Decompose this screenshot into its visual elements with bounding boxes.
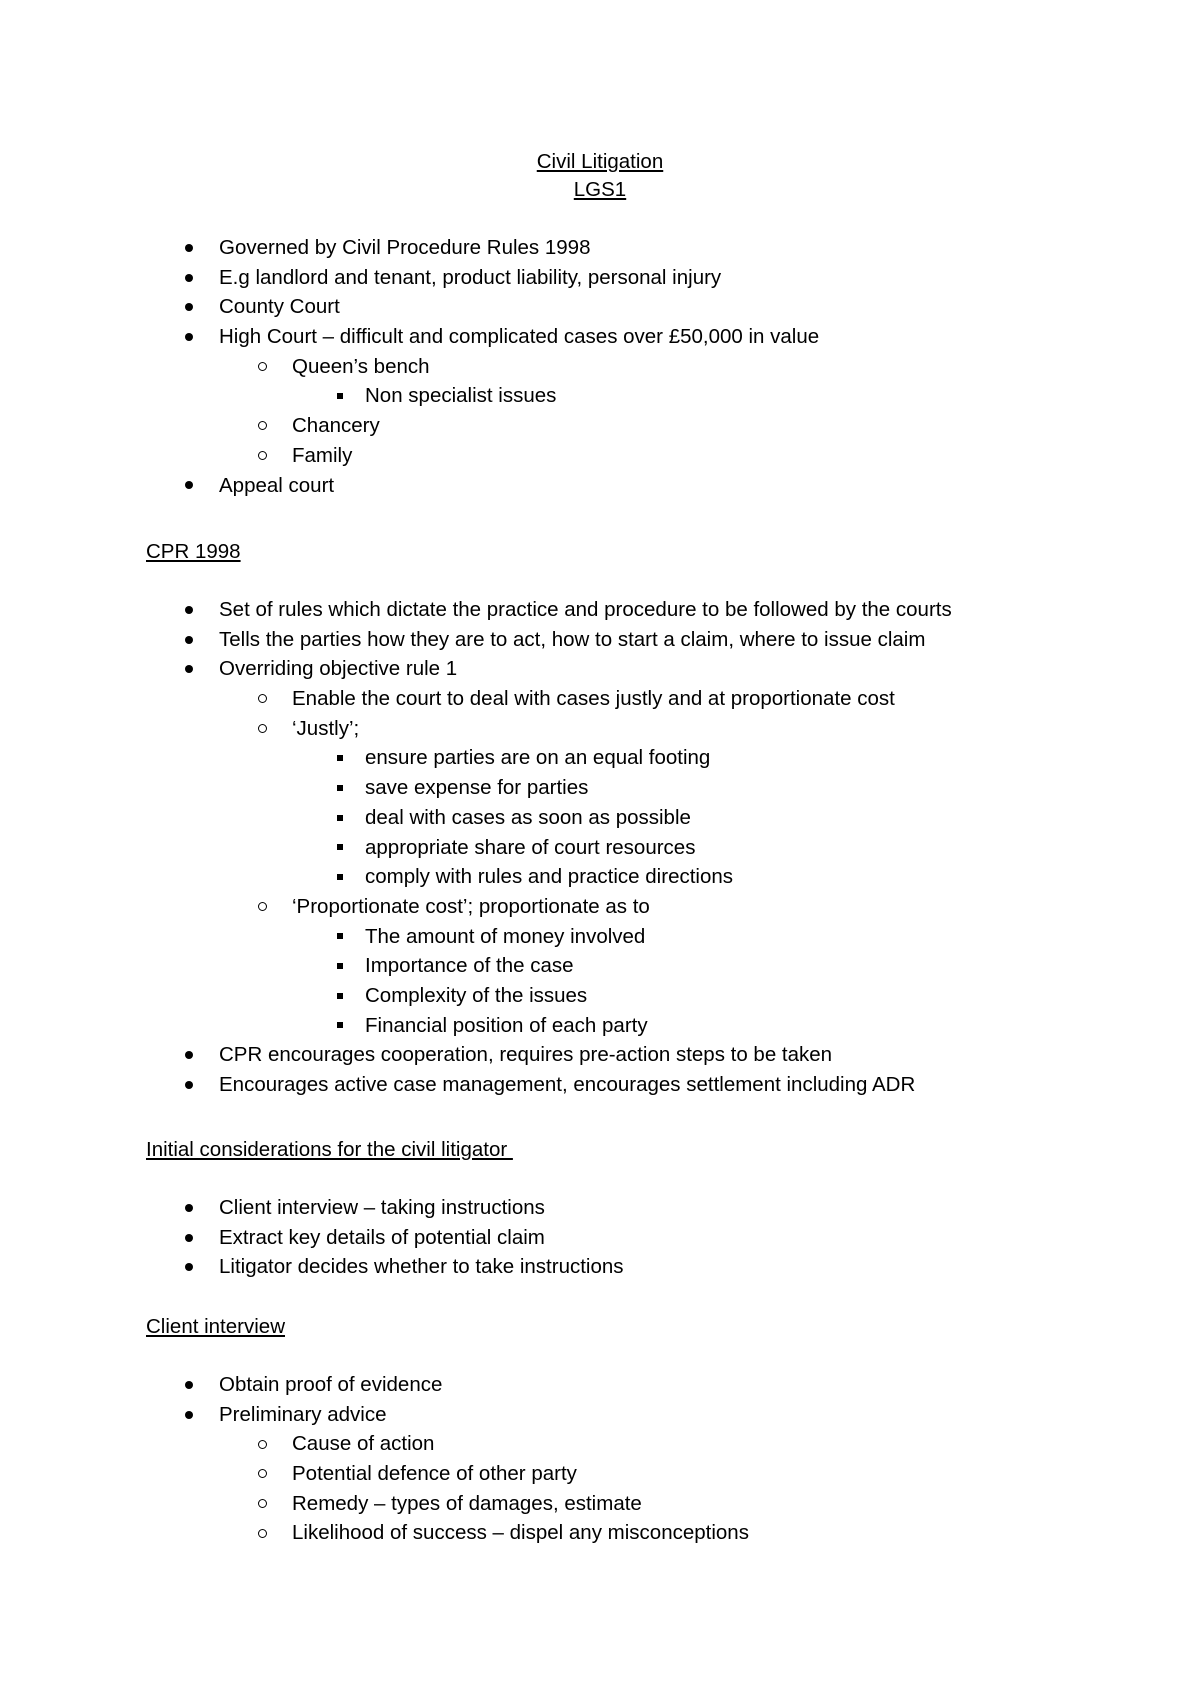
list-item [0, 625, 1200, 655]
document-title: Civil Litigation [536, 150, 664, 173]
bullet-dot-icon [179, 1252, 199, 1282]
bullet-dot-icon [179, 471, 199, 501]
list-item-text: Client interview – taking instructions [219, 1196, 545, 1219]
list-item [0, 1193, 1200, 1223]
list-item-text: comply with rules and practice directions [365, 865, 734, 889]
list-item-text: Remedy – types of damages, estimate [292, 1491, 642, 1515]
list-item-text: deal with cases as soon as possible [365, 805, 691, 829]
list-item [0, 1459, 1200, 1489]
bullet-circle-icon [252, 352, 272, 382]
section-heading-cpr: CPR 1998 [146, 540, 241, 563]
bullet-square-icon [330, 381, 350, 411]
bullet-square-icon [330, 951, 350, 981]
bullet-dot-icon [179, 1400, 199, 1430]
list-item [0, 381, 1200, 411]
list-item [0, 1400, 1200, 1430]
list-item [0, 263, 1200, 293]
list-item-text: Litigator decides whether to take instructions [219, 1255, 624, 1279]
list-item-text: Likelihood of success – dispel any misconceptions [292, 1521, 749, 1545]
bullet-dot-icon [179, 1040, 199, 1070]
list-item [0, 595, 1200, 625]
list-item [0, 1252, 1200, 1282]
list-item-text: appropriate share of court resources [365, 835, 696, 859]
bullet-dot-icon [179, 1070, 199, 1100]
bullet-circle-icon [252, 411, 272, 441]
initial-considerations-list [0, 1193, 1200, 1282]
list-item [0, 654, 1200, 684]
list-item [0, 411, 1200, 441]
cpr-list [0, 595, 1200, 1100]
list-item [0, 1518, 1200, 1548]
list-item [0, 292, 1200, 322]
list-item-text: Chancery [292, 414, 380, 438]
list-item-text: Cause of action [292, 1432, 435, 1456]
list-item-text: ensure parties are on an equal footing [365, 746, 711, 770]
intro-list [0, 233, 1200, 500]
bullet-dot-icon [179, 654, 199, 684]
bullet-dot-icon [179, 1223, 199, 1253]
list-item-text: Enable the court to deal with cases justly and at proportionate cost [292, 687, 895, 711]
list-item-text: The amount of money involved [365, 924, 646, 948]
list-item-text: Non specialist issues [365, 384, 557, 408]
list-item [0, 1489, 1200, 1519]
client-interview-list [0, 1370, 1200, 1548]
list-item-text: ‘Proportionate cost’; proportionate as to [292, 894, 650, 918]
list-item-text: ‘Justly’; [292, 716, 360, 740]
list-item-text: Potential defence of other party [292, 1462, 577, 1486]
bullet-square-icon [330, 773, 350, 803]
bullet-circle-icon [252, 1489, 272, 1519]
list-item-text: Obtain proof of evidence [219, 1373, 443, 1396]
list-item [0, 1429, 1200, 1459]
list-item-text: Financial position of each party [365, 1013, 648, 1037]
list-item [0, 743, 1200, 773]
list-item-text: Overriding objective rule 1 [219, 657, 458, 681]
list-item-text: High Court – difficult and complicated cases over £50,000 in value [219, 325, 820, 349]
list-item [0, 1040, 1200, 1070]
bullet-square-icon [330, 862, 350, 892]
list-item [0, 1070, 1200, 1100]
document-title-block [0, 148, 1200, 204]
bullet-dot-icon [179, 292, 199, 322]
section-heading-initial-considerations: Initial considerations for the civil litigator [146, 1138, 513, 1161]
document-subtitle: LGS1 [573, 178, 627, 201]
bullet-dot-icon [179, 625, 199, 655]
list-item [0, 471, 1200, 501]
list-item [0, 441, 1200, 471]
bullet-square-icon [330, 803, 350, 833]
list-item-text: Governed by Civil Procedure Rules 1998 [219, 236, 591, 259]
list-item [0, 233, 1200, 263]
list-item-text: Encourages active case management, encourages settlement including ADR [219, 1073, 916, 1096]
list-item-text: Extract key details of potential claim [219, 1225, 545, 1249]
bullet-square-icon [330, 981, 350, 1011]
list-item [0, 773, 1200, 803]
list-item-text: Importance of the case [365, 954, 574, 978]
list-item-text: Set of rules which dictate the practice and procedure to be followed by the courts [219, 598, 952, 621]
list-item-text: County Court [219, 295, 340, 319]
bullet-square-icon [330, 833, 350, 863]
list-item-text: Queen’s bench [292, 354, 430, 378]
list-item [0, 951, 1200, 981]
list-item [0, 892, 1200, 922]
list-item-text: save expense for parties [365, 776, 589, 800]
list-item [0, 833, 1200, 863]
list-item-text: Complexity of the issues [365, 983, 588, 1007]
list-item [0, 862, 1200, 892]
bullet-square-icon [330, 922, 350, 952]
list-item [0, 922, 1200, 952]
bullet-dot-icon [179, 1193, 199, 1223]
list-item [0, 714, 1200, 744]
bullet-circle-icon [252, 684, 272, 714]
list-item [0, 684, 1200, 714]
bullet-circle-icon [252, 1459, 272, 1489]
list-item-text: Appeal court [219, 473, 335, 497]
bullet-square-icon [330, 743, 350, 773]
bullet-dot-icon [179, 1370, 199, 1400]
list-item-text: Family [292, 443, 353, 467]
bullet-dot-icon [179, 595, 199, 625]
list-item [0, 352, 1200, 382]
list-item [0, 1223, 1200, 1253]
bullet-dot-icon [179, 263, 199, 293]
list-item-text: Preliminary advice [219, 1402, 387, 1426]
bullet-circle-icon [252, 1429, 272, 1459]
list-item [0, 322, 1200, 352]
bullet-circle-icon [252, 714, 272, 744]
list-item [0, 1370, 1200, 1400]
section-heading-client-interview: Client interview [146, 1315, 285, 1338]
list-item-text: E.g landlord and tenant, product liability, personal injury [219, 265, 722, 289]
list-item [0, 981, 1200, 1011]
bullet-circle-icon [252, 441, 272, 471]
list-item-text: CPR encourages cooperation, requires pre-action steps to be taken [219, 1043, 833, 1067]
bullet-dot-icon [179, 322, 199, 352]
bullet-square-icon [330, 1011, 350, 1041]
bullet-circle-icon [252, 892, 272, 922]
bullet-dot-icon [179, 233, 199, 263]
list-item [0, 1011, 1200, 1041]
list-item [0, 803, 1200, 833]
list-item-text: Tells the parties how they are to act, how to start a claim, where to issue claim [219, 627, 926, 651]
bullet-circle-icon [252, 1518, 272, 1548]
